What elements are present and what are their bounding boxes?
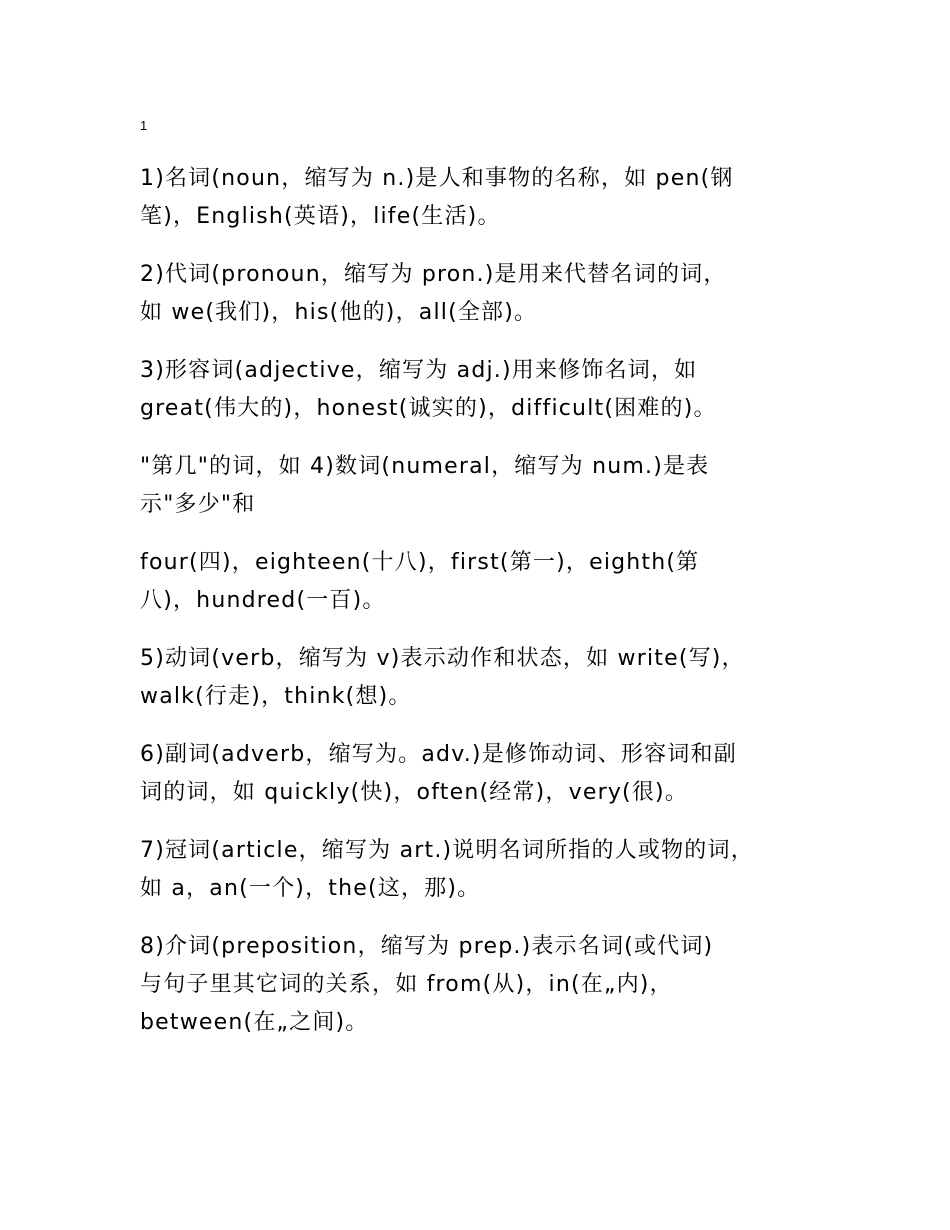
text-line: four(四)，eighteen(十八)，first(第一)，eighth(第 xyxy=(140,550,700,575)
text-line: 8)介词(preposition，缩写为 prep.)表示名词(或代词) xyxy=(140,934,714,959)
text-line: 如 a，an(一个)，the(这，那)。 xyxy=(140,876,481,901)
paragraph-pronoun xyxy=(140,256,825,332)
text-line: "第几"的词，如 4)数词(numeral，缩写为 num.)是表 xyxy=(140,454,710,479)
text-line: 2)代词(pronoun，缩写为 pron.)是用来代替名词的词， xyxy=(140,262,727,287)
page-number: 1 xyxy=(140,118,148,133)
text-line: 如 we(我们)，his(他的)，all(全部)。 xyxy=(140,300,538,325)
paragraph-adverb xyxy=(140,736,825,812)
text-line: 6)副词(adverb，缩写为。adv.)是修饰动词、形容词和副 xyxy=(140,742,737,767)
text-line: 示"多少"和 xyxy=(140,492,256,517)
text-line: great(伟大的)，honest(诚实的)，difficult(困难的)。 xyxy=(140,396,717,421)
text-line: 7)冠词(article，缩写为 art.)说明名词所指的人或物的词， xyxy=(140,838,754,863)
paragraph-adjective xyxy=(140,352,825,428)
paragraph-article xyxy=(140,832,825,908)
text-line: 八)，hundred(一百)。 xyxy=(140,588,386,613)
paragraph-preposition xyxy=(140,928,825,1042)
text-line: between(在„之间)。 xyxy=(140,1010,369,1035)
text-line: 与句子里其它词的关系，如 from(从)，in(在„内)， xyxy=(140,972,673,997)
text-line: 词的词，如 quickly(快)，often(经常)，very(很)。 xyxy=(140,780,689,805)
text-line: 5)动词(verb，缩写为 v)表示动作和状态，如 write(写)， xyxy=(140,646,745,671)
paragraph-numeral xyxy=(140,448,825,524)
paragraph-verb xyxy=(140,640,825,716)
paragraph-noun xyxy=(140,160,825,236)
text-line: 3)形容词(adjective，缩写为 adj.)用来修饰名词，如 xyxy=(140,358,698,383)
document-body xyxy=(140,160,825,1062)
text-line: 1)名词(noun，缩写为 n.)是人和事物的名称，如 pen(钢 xyxy=(140,166,734,191)
text-line: walk(行走)，think(想)。 xyxy=(140,684,412,709)
paragraph-numeral-examples xyxy=(140,544,825,620)
text-line: 笔)，English(英语)，life(生活)。 xyxy=(140,204,501,229)
